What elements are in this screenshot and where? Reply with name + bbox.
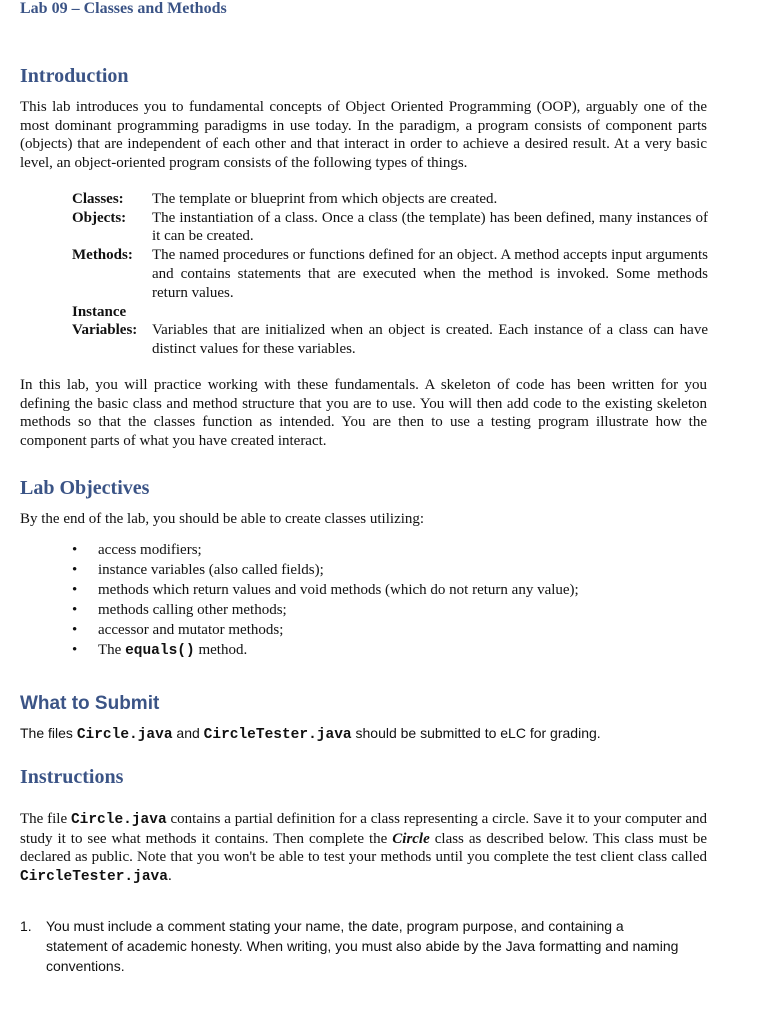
instruction-step-1	[20, 916, 680, 976]
definition-list	[72, 190, 708, 359]
definition-methods	[72, 246, 708, 302]
definition-description: The instantiation of a class. Once a class (the template) has been defined, many instances of it can be created.	[152, 209, 708, 245]
bullet-icon: •	[72, 542, 78, 558]
introduction-paragraph-2: In this lab, you will practice working with these fundamentals. A skeleton of code has been written for you defining the basic class and method structure that you are to use. You will then add code to the existing skeleton methods so that the classes function as intended. You are then to use a testing program illustrate how the component parts of what you have created interact.	[20, 377, 707, 450]
step-text: You must include a comment stating your name, the date, program purpose, and containing a statement of academic honesty. When writing, you must also abide by the Java formatting and naming conventions.	[46, 918, 679, 974]
definition-objects	[72, 209, 708, 246]
objectives-lead: By the end of the lab, you should be able to create classes utilizing:	[20, 511, 425, 527]
list-item: • access modifiers;	[72, 542, 202, 558]
instructions-paragraph: The file Circle.java contains a partial definition for a class representing a circle. Save it to your computer and study it to see what methods it contains. Then complete the Circle class as described below. This class must be declared as public. Note that you won't be able to test your methods until you complete the test client class called CircleTester.java.	[20, 811, 707, 886]
class-name-circle: Circle	[392, 830, 430, 847]
definition-term-line1: Instance	[72, 303, 127, 320]
definition-description: Variables that are initialized when an object is created. Each instance of a class can have distinct values for these variables.	[152, 322, 708, 358]
bullet-icon: •	[72, 562, 78, 578]
objectives-list	[72, 540, 579, 661]
definition-term: Methods:	[72, 247, 133, 264]
bullet-icon: •	[72, 642, 78, 658]
definition-instance-variables	[72, 303, 708, 359]
introduction-paragraph: This lab introduces you to fundamental concepts of Object Oriented Programming (OOP), arguably one of the most dominant programming paradigms in use today. In the paradigm, a program consists of component parts (objects) that are independent of each other and that interact in order to achieve a desired result. At a very basic level, an object-oriented program consists of the following types of things.	[20, 99, 707, 172]
list-item: • accessor and mutator methods;	[72, 622, 284, 638]
code-equals: equals()	[125, 643, 195, 659]
introduction-heading: Introduction	[20, 65, 129, 87]
objectives-heading: Lab Objectives	[20, 477, 150, 499]
list-item: • The equals() method.	[72, 642, 248, 659]
definition-classes	[72, 190, 708, 209]
definition-description: The named procedures or functions defined for an object. A method accepts input arguments and contains statements that are executed when the method is invoked. Some methods return values.	[152, 247, 708, 301]
definition-description: The template or blueprint from which objects are created.	[152, 191, 498, 207]
bullet-icon: •	[72, 602, 78, 618]
step-number: 1.	[20, 918, 32, 934]
definition-term: Objects:	[72, 209, 127, 226]
definition-term: Variables:	[72, 322, 138, 339]
code-circletester-java: CircleTester.java	[203, 727, 352, 743]
list-item: • instance variables (also called fields);	[72, 562, 324, 578]
list-item: • methods which return values and void methods (which do not return any value);	[72, 582, 579, 598]
submit-heading: What to Submit	[20, 693, 160, 714]
lab-title: Lab 09 – Classes and Methods	[20, 0, 227, 17]
instructions-heading: Instructions	[20, 766, 124, 788]
bullet-icon: •	[72, 622, 78, 638]
code-circle-java: Circle.java	[70, 812, 167, 828]
bullet-icon: •	[72, 582, 78, 598]
list-item: • methods calling other methods;	[72, 602, 287, 618]
code-circle-java: Circle.java	[76, 727, 173, 743]
definition-term: Classes:	[72, 191, 124, 207]
code-circletester-java: CircleTester.java	[20, 869, 168, 886]
submit-paragraph: The files Circle.java and CircleTester.java should be submitted to eLC for grading.	[20, 725, 601, 743]
